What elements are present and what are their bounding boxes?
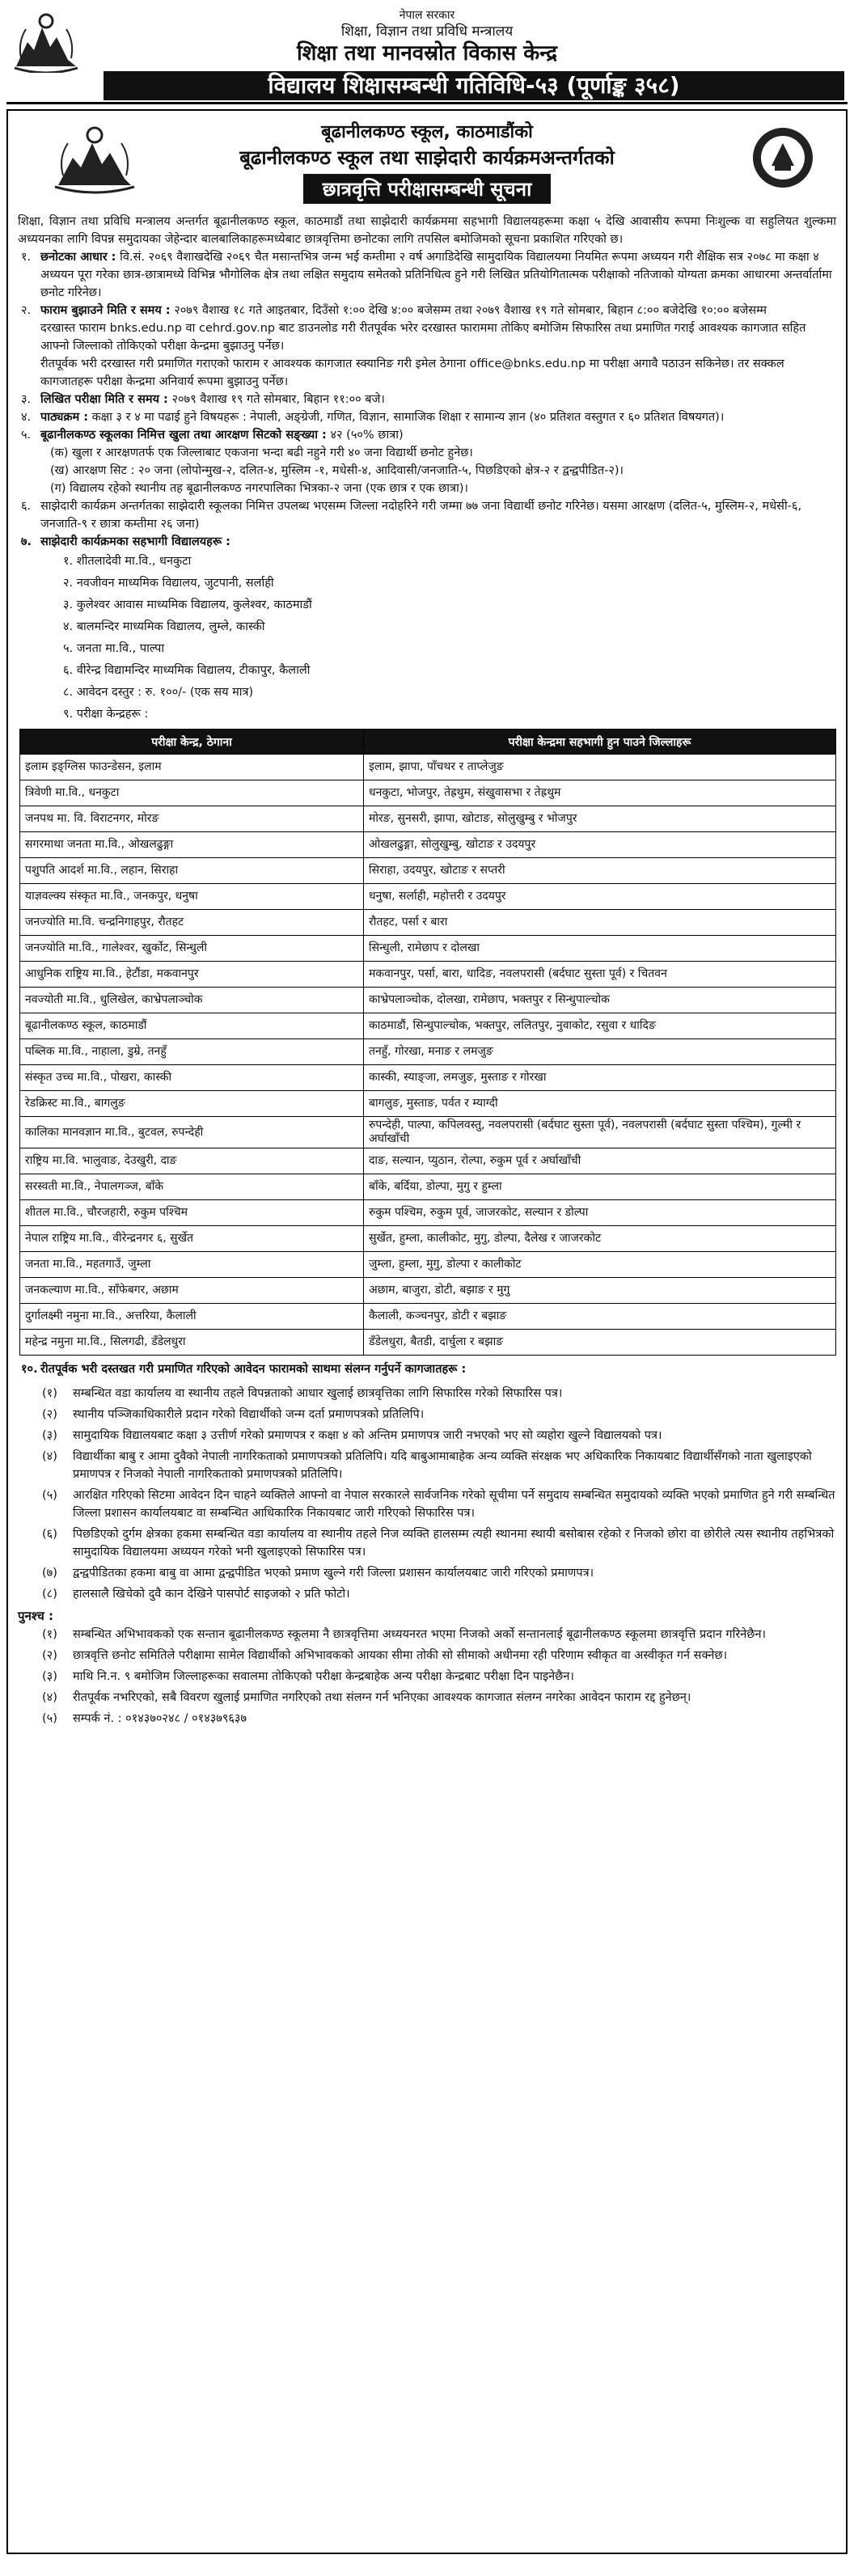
document-number: (५) xyxy=(42,1489,57,1502)
exam-center-cell: दुर्गालक्ष्मी नमुना मा.वि., अत्तरिया, कैलाली xyxy=(20,1304,364,1330)
notice-item xyxy=(18,248,836,302)
center-title: शिक्षा तथा मानवस्रोत विकास केन्द्र xyxy=(297,41,557,66)
postscript-text: छात्रवृत्ति छनोट समितिले परीक्षामा सामेल विद्यार्थीको अभिभावकको आयका सीमा तोकी सो सीमाको अधीनमा रही परिणाम स्वीकृत वा अस्वीकृत गर्न सक्नेछ। xyxy=(73,1649,728,1662)
partner-school: ३. कुलेश्वर आवास माध्यमिक विद्यालय, कुलेश्वर, काठमाडौं xyxy=(63,599,312,611)
table-header-districts: परीक्षा केन्द्रमा सहभागी हुन पाउने जिल्लाहरू xyxy=(364,730,836,755)
document-item xyxy=(18,1487,836,1522)
postscript-number: (१) xyxy=(42,1628,57,1641)
document-item xyxy=(18,1406,836,1423)
exam-center-cell: राष्ट्रिय मा.वि. भालुवाङ, देउखुरी, दाङ xyxy=(20,1148,364,1174)
table-row xyxy=(20,988,836,1013)
exam-center-cell: त्रिवेणी मा.वि., धनकुटा xyxy=(20,780,364,806)
districts-cell: सुर्खेत, हुम्ला, कालीकोट, मुगु, डोल्पा, दैलेख र जाजरकोट xyxy=(364,1226,836,1252)
districts-cell: अछाम, बाजुरा, डोटी, बझाङ र मुगु xyxy=(364,1278,836,1304)
exam-center-cell: कालिका मानवज्ञान मा.वि., बुटवल, रुपन्देही xyxy=(20,1117,364,1148)
partner-school: ६. वीरेन्द्र विद्यामन्दिर माध्यमिक विद्यालय, टीकापुर, कैलाली xyxy=(63,664,311,677)
required-documents-list xyxy=(18,1385,836,1603)
item-text: वि.सं. २०६९ वैशाखदेखि २०६९ चैत मसान्तभित्र जन्म भई कम्तीमा २ वर्ष अगाडिदेखि सामुदायिक विद्यालयमा नियमित रूपमा अध्ययन गरी शैक्षिक सत्र २०७८ मा कक्षा ४ अध्ययन पूरा गरेका छात्र-छात्रामध्ये विभिन्न भौगोलिक क्षेत्र तथा लक्षित समुदाय समेतको प्रतिनिधित्व हुने गरी लिखित प्रतियोगितात्मक परीक्षाको नतिजाको योग्यता क्रमका आधारमा अन्तर्वार्तामा छनोट गरिनेछ। xyxy=(40,251,832,299)
table-row xyxy=(20,1174,836,1200)
notice-item xyxy=(18,426,836,444)
page xyxy=(6,6,848,2563)
document-text: सामुदायिक विद्यालयबाट कक्षा ३ उत्तीर्ण गरेको प्रमाणपत्र र कक्षा ४ को अन्तिम प्रमाणपत्र जारी नभएको भए सो व्यहोरा खुल्ने विद्यालयको पत्र। xyxy=(73,1429,662,1442)
nepal-emblem-icon xyxy=(50,122,139,195)
seat-rule: (ग) विद्यालय रहेको स्थानीय तह बूढानीलकण्ठ नगरपालिका भित्रका-२ जना (एक छात्र र एक छात्रा)। xyxy=(50,482,468,495)
exam-center-cell: संस्कृत उच्च मा.वि., पोखरा, कास्की xyxy=(20,1065,364,1091)
exam-center-cell: नवज्योती मा.वि., धुलिखेल, काभ्रेपलाञ्चोक xyxy=(20,988,364,1013)
postscript-number: (५) xyxy=(42,1712,57,1725)
exam-center-cell: सरस्वती मा.वि., नेपालगञ्ज, बाँके xyxy=(20,1174,364,1200)
item-number: १. xyxy=(21,251,32,264)
document-text: सम्बन्धित वडा कार्यालय वा स्थानीय तहले विपन्नताको आधार खुलाई छात्रवृत्तिका लागि सिफारिस गरेको सिफारिस पत्र। xyxy=(73,1387,563,1400)
item-number: ६. xyxy=(21,500,32,513)
table-row xyxy=(20,1117,836,1148)
item-text: २०७९ वैशाख १९ गते सोमबार, बिहान ११:०० बजे। xyxy=(171,393,385,406)
item-number: ५. xyxy=(21,429,32,442)
districts-cell: इलाम, झापा, पाँचथर र ताप्लेजुङ xyxy=(364,755,836,780)
districts-cell: तनहुँ, गोरखा, मनाङ र लमजुङ xyxy=(364,1039,836,1065)
exam-center-cell: जनज्योति मा.वि. चन्द्रनिगाहपुर, रौतहट xyxy=(20,910,364,936)
notice-item xyxy=(18,391,836,408)
item-text: साझेदारी कार्यक्रम अन्तर्गतका साझेदारी स्कूलका निमित्त उपलब्ध भएसम्म जिल्ला नदोहरिने गरी जम्मा ७७ जना विद्यार्थी छनोट गरिनेछ। यसमा आरक्षण (दलित-५, मुस्लिम-२, मधेसी-६, जनजाति-९ र छात्रा कम्तीमा २६ जना) xyxy=(40,500,802,531)
item-7 xyxy=(18,533,836,551)
postscript-item xyxy=(18,1710,836,1728)
school-logo-icon xyxy=(750,125,815,190)
partner-school: १. शीतलादेवी मा.वि., धनकुटा xyxy=(63,555,192,568)
table-row xyxy=(20,858,836,884)
document-text: हालसालै खिचेको दुवै कान देखिने पासपोर्ट साइजको २ प्रति फोटो। xyxy=(73,1588,350,1601)
document-number: (८) xyxy=(42,1588,57,1601)
notice-item xyxy=(18,302,836,319)
districts-cell: मोरङ, सुनसरी, झापा, खोटाङ, सोलुखुम्बु र भोजपुर xyxy=(364,806,836,832)
postscript-number: (३) xyxy=(42,1670,57,1683)
item-8: ८. आवेदन दस्तुर : रु. १००/- (एक सय मात्र) xyxy=(63,686,254,699)
exam-center-cell: इलाम इङ्ग्लिस फाउन्डेसन, इलाम xyxy=(20,755,364,780)
notice-item xyxy=(18,319,836,355)
districts-cell: बागलुङ, मुस्ताङ, पर्वत र म्याग्दी xyxy=(364,1091,836,1117)
table-row xyxy=(20,806,836,832)
exam-center-cell: जनता मा.वि., महतगाउँ, जुम्ला xyxy=(20,1252,364,1278)
document-text: पिछडिएको दुर्गम क्षेत्रका हकमा सम्बन्धित वडा कार्यालय वा स्थानीय तहले निज व्यक्ति हालसम्म त्यही स्थानमा स्थायी बसोबास रहेको र निजको छोरा वा छोरीले त्यस स्थानीय तहभित्रको सामुदायिक विद्यालयमा अध्ययन गरेको भनी खुलाइएको सिफारिस पत्र। xyxy=(73,1528,835,1559)
document-number: (१) xyxy=(42,1387,57,1400)
districts-cell: डँडेलधुरा, बैतडी, दार्चुला र बझाङ xyxy=(364,1330,836,1356)
exam-center-cell: पब्लिक मा.वि., नाहाला, डुम्रे, तनहुँ xyxy=(20,1039,364,1065)
postscript-item xyxy=(18,1689,836,1707)
postscript-text: रीतपूर्वक नभरिएको, सबै विवरण खुलाई प्रमाणित नगरिएको तथा संलग्न गर्न भनिएका आवश्यक कागजात संलग्न नगरेका आवेदन फाराम रद्द हुनेछन्। xyxy=(73,1691,691,1704)
districts-cell: मकवानपुर, पर्सा, बारा, धादिङ, नवलपरासी (बर्दघाट सुस्ता पूर्व) र चितवन xyxy=(364,962,836,988)
table-row xyxy=(20,884,836,910)
postscript-item xyxy=(18,1626,836,1643)
document-text: विद्यार्थीका बाबु र आमा दुवैको नेपाली नागरिकताको प्रमाणपत्रको प्रतिलिपि। यदि बाबुआमाबाहेक अन्य व्यक्ति संरक्षक भए अधिकारिक निकायबाट विद्यार्थीसँगको नाता खुलाइएको प्रमाणपत्र र निजको नेपाली नागरिकताको प्रमाणपत्रको प्रतिलिपि। xyxy=(73,1450,812,1481)
exam-center-cell: आधुनिक राष्ट्रिय मा.वि., हेटौंडा, मकवानपुर xyxy=(20,962,364,988)
item-text: कक्षा ३ र ४ मा पढाई हुने विषयहरू : नेपाली, अङ्ग्रेजी, गणित, विज्ञान, सामाजिक शिक्षा र सामान्य ज्ञान (४० प्रतिशत वस्तुगत र ६० प्रतिशत विषयगत)। xyxy=(91,411,725,424)
item-text: २०७९ वैशाख १८ गते आइतबार, दिउँसो १:०० देखि ४:०० बजेसम्म तथा २०७९ वैशाख १९ गते सोमबार, बिहान ८:०० बजेदेखि १०:०० बजेसम्म xyxy=(174,304,767,317)
program-line: बूढानीलकण्ठ स्कूल तथा साझेदारी कार्यक्रमअन्तर्गतको xyxy=(239,146,615,169)
exam-center-cell: नेपाल राष्ट्रिय मा.वि., वीरेन्द्रनगर ६, सुर्खेत xyxy=(20,1226,364,1252)
table-row xyxy=(20,1013,836,1039)
exam-center-cell: जनज्योति मा.वि., गालेश्वर, खुर्कोट, सिन्धुली xyxy=(20,936,364,962)
partner-school: २. नवजीवन माध्यमिक विद्यालय, जुटपानी, सर्लाही xyxy=(63,577,274,590)
table-row xyxy=(20,1252,836,1278)
notice-title: छात्रवृत्ति परीक्षासम्बन्धी सूचना xyxy=(303,174,552,204)
item-number: २. xyxy=(21,304,32,317)
document-number: (४) xyxy=(42,1450,57,1463)
table-row xyxy=(20,832,836,858)
seat-rule: (ख) आरक्षण सिट : २० जना (लोपोन्मुख-२, दलित-४, मुस्लिम -१, मधेसी-४, आदिवासी/जनजाति-५, पिछडिएको क्षेत्र-२ र द्वन्द्वपीडित-२)। xyxy=(50,464,624,477)
districts-cell: धनकुटा, भोजपुर, तेह्रथुम, संखुवासभा र तेह्रथुम xyxy=(364,780,836,806)
postscript-item xyxy=(18,1668,836,1686)
districts-cell: दाङ, सल्यान, प्युठान, रोल्पा, रुकुम पूर्व र अर्घाखाँची xyxy=(364,1148,836,1174)
postscript-text: सम्पर्क नं. : ०१४३७०२४८ / ०१४३७९६३७ xyxy=(73,1712,247,1725)
notice-item xyxy=(18,355,836,391)
intro-text: शिक्षा, विज्ञान तथा प्रविधि मन्त्रालय अन्तर्गत बूढानीलकण्ठ स्कूल, काठमाडौं तथा साझेदारी कार्यक्रममा सहभागी विद्यालयहरूमा कक्षा ५ देखि आवासीय रूपमा निःशुल्क वा सहुलियत शुल्कमा अध्ययनका लागि विपन्न समुदायका जेहेन्दार बालबालिकाहरूमध्येबाट छात्रवृत्तिमा छनोटका लागि तपसिल बमोजिमको सूचना प्रकाशित गरिएको छ। xyxy=(18,215,836,246)
item-9: ९. परीक्षा केन्द्रहरू : xyxy=(63,708,149,721)
table-row xyxy=(20,1226,836,1252)
exam-center-cell: पशुपति आदर्श मा.वि., लहान, सिराहा xyxy=(20,858,364,884)
exam-center-cell: रेडक्रिस्ट मा.वि., बागलुङ xyxy=(20,1091,364,1117)
item-text: रीतपूर्वक भरी दरखास्त गरी प्रमाणित गराएको फाराम र आवश्यक कागजात स्क्यानिङ गरी इमेल ठेगाना office@bnks.edu.np मा परीक्षा अगावै पठाउन सकिनेछ। तर सक्कल कागजातहरू परीक्षा केन्द्रमा अनिवार्य रूपमा बुझाउनु पर्नेछ। xyxy=(40,357,784,388)
document-number: (६) xyxy=(42,1528,57,1541)
activity-banner: विद्यालय शिक्षासम्बन्धी गतिविधि-५३ (पूर्णाङ्क ३५८) xyxy=(104,71,844,100)
table-row xyxy=(20,1200,836,1226)
districts-cell: बाँके, बर्दिया, डोल्पा, मुगु र हुम्ला xyxy=(364,1174,836,1200)
government-label: नेपाल सरकार xyxy=(399,9,455,22)
postscript-text: सम्बन्धित अभिभावकको एक सन्तान बूढानीलकण्ठ स्कूलमा नै छात्रवृत्तिमा अध्ययनरत भएमा निजको अर्को सन्तानलाई बूढानीलकण्ठ स्कूलमा छात्रवृत्ति प्रदान गरिनेछैन। xyxy=(73,1628,767,1641)
table-header-center: परीक्षा केन्द्र, ठेगाना xyxy=(20,730,364,755)
item-number: ३. xyxy=(21,393,32,406)
item-heading: रीतपूर्वक भरी दस्तखत गरी प्रमाणित गरिएको आवेदन फारामको साथमा संलग्न गर्नुपर्ने कागजातहरू : xyxy=(40,1363,467,1376)
document-text: आरक्षित गरिएको सिटमा आवेदन दिन चाहने व्यक्तिले आफ्नो वा नेपाल सरकारले सार्वजनिक गरेको सूचीमा पर्ने समुदाय सम्बन्धित समुदायको व्यक्ति भएको प्रमाणित हुने गरी सम्बन्धित जिल्ला प्रशासन कार्यालयबाट वा सम्बन्धित आधिकारिक निकायबाट जारी गरिएको सिफारिस पत्र। xyxy=(73,1489,835,1520)
table-row xyxy=(20,780,836,806)
exam-center-cell: जनपथ मा. वि. विराटनगर, मोरङ xyxy=(20,806,364,832)
partner-school: ५. जनता मा.वि., पाल्पा xyxy=(63,642,165,655)
postscript-label: पुनश्च : xyxy=(18,1609,53,1623)
districts-cell: कैलाली, कञ्चनपुर, डोटी र बझाङ xyxy=(364,1304,836,1330)
postscript-list xyxy=(18,1626,836,1728)
seat-rule: (क) खुला र आरक्षणतर्फ एक जिल्लाबाट एकजना भन्दा बढी नहुने गरी ४० जना विद्यार्थी छनोट हुनेछ। xyxy=(50,446,473,459)
districts-cell: काभ्रेपलाञ्चोक, दोलखा, रामेछाप, भक्तपुर र सिन्धुपाल्चोक xyxy=(364,988,836,1013)
document-item xyxy=(18,1427,836,1445)
table-row xyxy=(20,1148,836,1174)
scholarship-notice xyxy=(6,109,848,2554)
item-number: १०. xyxy=(21,1363,38,1376)
document-number: (२) xyxy=(42,1408,57,1421)
postscript-number: (२) xyxy=(42,1649,57,1662)
item-number: ४. xyxy=(21,411,32,424)
districts-cell: जुम्ला, हुम्ला, मुगु, डोल्पा र कालीकोट xyxy=(364,1252,836,1278)
item-text: ४२ (५०% छात्रा) xyxy=(330,429,404,442)
document-item xyxy=(18,1385,836,1402)
exam-center-cell: जनकल्याण मा.वि., साँफेबगर, अछाम xyxy=(20,1278,364,1304)
item-heading: पाठ्यक्रम : xyxy=(40,411,89,424)
document-item xyxy=(18,1448,836,1483)
partner-schools-list xyxy=(18,551,836,682)
districts-cell: रुकुम पश्चिम, रुकुम पूर्व, जाजरकोट, सल्यान र डोल्पा xyxy=(364,1200,836,1226)
districts-cell: धनुषा, सर्लाही, महोत्तरी र उदयपुर xyxy=(364,884,836,910)
item-number: ७. xyxy=(21,535,32,548)
districts-cell: कास्की, स्याङ्जा, लमजुङ, मुस्ताङ र गोरखा xyxy=(364,1065,836,1091)
table-row xyxy=(20,936,836,962)
postscript-item xyxy=(18,1647,836,1664)
table-row xyxy=(20,1065,836,1091)
exam-center-cell: शीतल मा.वि., चौरजहारी, रुकुम पश्चिम xyxy=(20,1200,364,1226)
exam-centers-table xyxy=(19,729,836,1356)
document-text: स्थानीय पञ्जिकाधिकारीले प्रदान गरेको विद्यार्थीको जन्म दर्ता प्रमाणपत्रको प्रतिलिपि। xyxy=(73,1408,425,1421)
districts-cell: सिराहा, उदयपुर, खोटाङ र सप्तरी xyxy=(364,858,836,884)
districts-cell: रुपन्देही, पाल्पा, कपिलवस्तु, नवलपरासी (बर्दघाट सुस्ता पूर्व), नवलपरासी (बर्दघाट सुस्ता पश्चिम), गुल्मी र अर्घाखाँची xyxy=(364,1117,836,1148)
exam-center-cell: बूढानीलकण्ठ स्कूल, काठमाडौं xyxy=(20,1013,364,1039)
districts-cell: काठमाडौं, सिन्धुपाल्चोक, भक्तपुर, ललितपुर, नुवाकोट, रसुवा र धादिङ xyxy=(364,1013,836,1039)
postscript-number: (४) xyxy=(42,1691,57,1704)
table-row xyxy=(20,1278,836,1304)
masthead xyxy=(6,6,848,104)
school-line: बूढानीलकण्ठ स्कूल, काठमाडौंको xyxy=(321,122,533,142)
exam-center-cell: महेन्द्र नमुना मा.वि., सिलगढी, डँडेलधुरा xyxy=(20,1330,364,1356)
table-row xyxy=(20,755,836,780)
table-row xyxy=(20,1330,836,1356)
partner-school: ४. बालमन्दिर माध्यमिक विद्यालय, लुम्ले, कास्की xyxy=(63,620,265,633)
item-10 xyxy=(18,1360,836,1378)
document-text: द्वन्द्वपीडितका हकमा बाबु वा आमा द्वन्द्वपीडित भएको प्रमाण खुल्ने गरी जिल्ला प्रशासन कार्यालयबाट जारी गरिएको प्रमाणपत्र। xyxy=(73,1567,594,1580)
item-6 xyxy=(18,497,836,533)
table-row xyxy=(20,1091,836,1117)
item-heading: छनोटका आधार : xyxy=(40,251,116,264)
exam-center-cell: सगरमाथा जनता मा.वि., ओखलढुङ्गा xyxy=(20,832,364,858)
item-heading: लिखित परीक्षा मिति र समय : xyxy=(40,393,168,406)
table-row xyxy=(20,910,836,936)
districts-cell: सिन्धुली, रामेछाप र दोलखा xyxy=(364,936,836,962)
item-text: दरखास्त फाराम bnks.edu.np वा cehrd.gov.np बाट डाउनलोड गरी रीतपूर्वक भरेर दरखास्त फाराममा तोकिए बमोजिम सिफारिस तथा प्रमाणित गराई आवश्यक कागजात सहित आफ्नो जिल्लाको तोकिएको परीक्षा केन्द्रमा बुझाउनु पर्नेछ। xyxy=(40,322,806,353)
item-heading: साझेदारी कार्यक्रमका सहभागी विद्यालयहरू : xyxy=(40,535,230,548)
exam-center-cell: याज्ञवल्क्य संस्कृत मा.वि., जनकपुर, धनुषा xyxy=(20,884,364,910)
document-number: (३) xyxy=(42,1429,57,1442)
nepal-emblem-icon xyxy=(11,10,81,73)
districts-cell: रौतहट, पर्सा र बारा xyxy=(364,910,836,936)
notice-header xyxy=(18,117,836,213)
item-heading: फाराम बुझाउने मिति र समय : xyxy=(40,304,171,317)
item-heading: बूढानीलकण्ठ स्कूलका निमित्त खुला तथा आरक्षण सिटको सङ्ख्या : xyxy=(40,429,327,442)
document-number: (७) xyxy=(42,1567,57,1580)
districts-cell: ओखलढुङ्गा, सोलुखुम्बु, खोटाङ र उदयपुर xyxy=(364,832,836,858)
ministry-label: शिक्षा, विज्ञान तथा प्रविधि मन्त्रालय xyxy=(340,23,514,40)
table-row xyxy=(20,962,836,988)
document-item xyxy=(18,1564,836,1582)
table-row xyxy=(20,1039,836,1065)
document-item xyxy=(18,1585,836,1603)
postscript-text: माथि नि.न. ९ बमोजिम जिल्लाहरूका सवालमा तोकिएको परीक्षा केन्द्रबाहेक अन्य परीक्षा केन्द्रबाट परीक्षा दिन पाइनेछैन। xyxy=(73,1670,574,1683)
document-item xyxy=(18,1525,836,1561)
table-row xyxy=(20,1304,836,1330)
notice-item xyxy=(18,408,836,426)
